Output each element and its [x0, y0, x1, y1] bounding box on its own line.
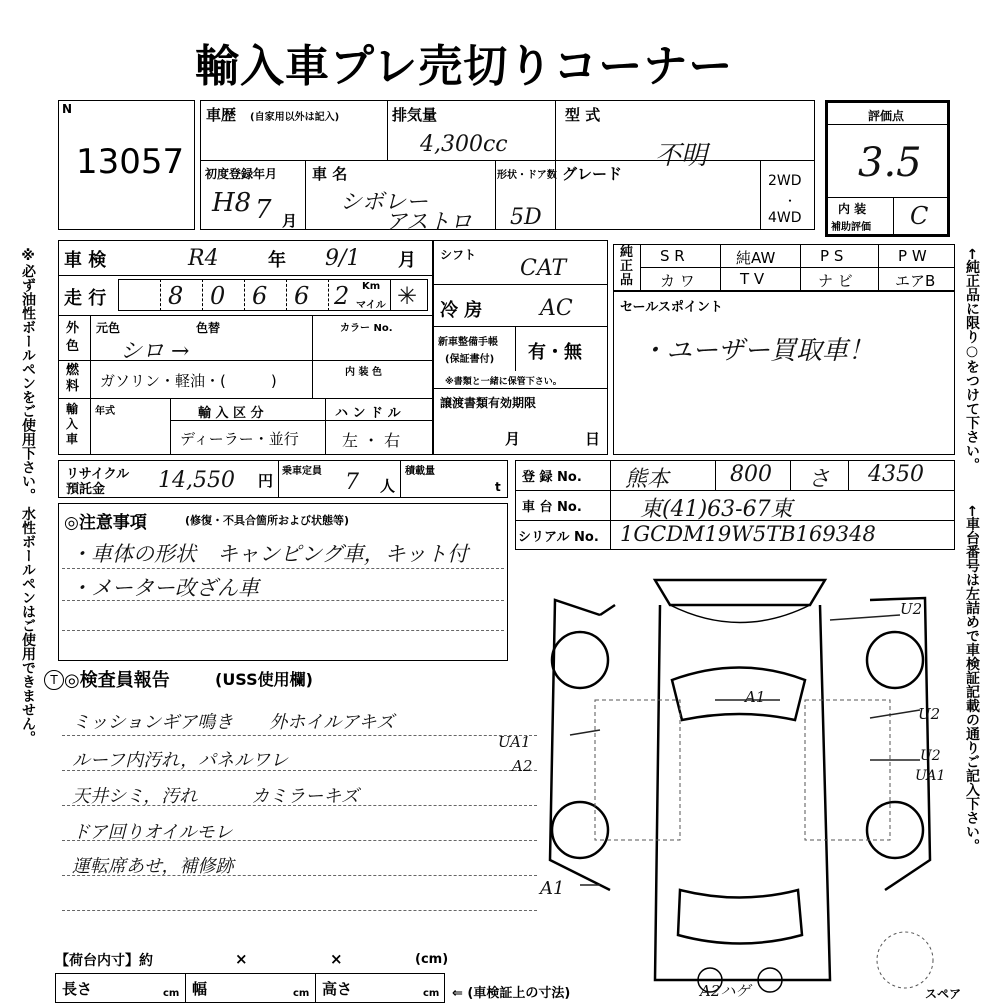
notes-sub: (修復・不具合箇所および状態等)	[185, 514, 350, 527]
serial-value: 1GCDM19W5TB169348	[620, 522, 876, 546]
mark-a2-left: A2	[512, 757, 533, 775]
recycle-value: 14,550	[158, 468, 235, 493]
color-change-label: 色替	[196, 321, 221, 335]
cargo-height-unit: cm	[423, 988, 440, 999]
page-title: 輸入車プレ売切りコーナー	[195, 41, 734, 92]
model-type-label: 型 式	[565, 106, 601, 124]
ac-value: AC	[540, 296, 573, 321]
equip-pw: P W	[898, 247, 927, 265]
ac-label: 冷 房	[440, 300, 483, 321]
cargo-width-label: 幅	[192, 980, 208, 998]
notes-line-1: ・車体の形状 キャンピング車，キット付	[70, 542, 469, 566]
registration-area: 熊本	[625, 467, 670, 492]
color-code-label: カラー No.	[340, 323, 393, 334]
mark-u2-top: U2	[900, 600, 923, 618]
manual-value: 有・無	[528, 342, 582, 363]
rating-label: 評価点	[868, 109, 905, 123]
car-name-label: 車 名	[312, 165, 348, 183]
inspection-year-unit: 年	[268, 250, 286, 271]
recycle-label-2: 預託金	[66, 482, 106, 497]
side-note-right-1: ←純正品に限り○をつけて下さい。	[964, 248, 980, 472]
transfer-label: 譲渡書類有効期限	[440, 396, 537, 410]
manual-label-1: 新車整備手帳	[438, 337, 498, 348]
equip-navi: ナ ビ	[818, 272, 853, 290]
interior-label-2: 補助評価	[831, 222, 871, 233]
cargo-length-label: 長さ	[62, 980, 93, 998]
mileage-unit-mile: マイル	[356, 300, 386, 311]
mark-u2-right: U2	[918, 705, 941, 723]
interior-label-1: 内 装	[838, 202, 867, 216]
vehicle-info-grid	[58, 240, 433, 455]
grade-label: グレード	[562, 165, 623, 183]
equip-airbag: エアB	[895, 272, 936, 290]
mileage-digit-3: 6	[252, 282, 268, 310]
import-type-label: 輸 入 区 分	[198, 406, 264, 421]
mileage-digit-5: 2	[334, 282, 350, 310]
displacement-label: 排気量	[392, 106, 438, 124]
load-unit: t	[495, 480, 501, 494]
history-label: 車歴	[206, 106, 237, 124]
import-type-value: ディーラー・並行	[180, 430, 299, 448]
interior-value: C	[910, 202, 929, 230]
transfer-month-unit: 月	[505, 430, 521, 448]
drive-opt1: 2WD	[768, 173, 802, 189]
sales-point-label: セールスポイント	[620, 300, 723, 315]
lot-number: 13057	[76, 142, 185, 182]
mileage-unit-km: Km	[362, 281, 381, 292]
recycle-unit: 円	[258, 472, 274, 490]
first-reg-month: 7	[255, 195, 272, 225]
displacement-value: 4,300cc	[420, 132, 508, 157]
fuel-value: ガソリン・軽油・( )	[100, 372, 277, 390]
shift-value: CAT	[520, 256, 567, 281]
color-side-label: 外色	[66, 321, 80, 354]
capacity-unit: 人	[380, 477, 396, 495]
first-reg-year: H8	[212, 188, 252, 218]
registration-label: 登 録 No.	[522, 470, 582, 485]
mark-ua1-right: UA1	[915, 768, 946, 784]
equip-tv: T V	[740, 270, 765, 288]
inspector-mark: T	[44, 670, 64, 690]
model-type-value: 不明	[655, 141, 708, 171]
inspector-line-3: 天井シミ，汚れ カミラーキズ	[72, 786, 359, 807]
shape-value: 5D	[510, 205, 542, 230]
notes-title: ◎注意事項	[64, 513, 147, 533]
cargo-note: ⇐ (車検証上の寸法)	[452, 986, 571, 1001]
color-orig-label: 元色	[96, 321, 121, 335]
first-reg-label: 初度登録年月	[205, 167, 278, 181]
registration-kana: さ	[808, 467, 831, 492]
cargo-label: 【荷台内寸】約	[55, 953, 153, 969]
cargo-width-unit: cm	[293, 988, 310, 999]
mileage-digit-1: 8	[168, 282, 184, 310]
sales-point-value: ・ユーザー買取車！	[640, 336, 875, 366]
mark-bottom: A2ハゲ	[700, 982, 751, 1000]
drive-dot: ・	[784, 194, 797, 208]
color-value: シロ →	[120, 339, 190, 364]
equip-sr: S R	[660, 247, 685, 265]
capacity-value: 7	[345, 470, 359, 495]
first-reg-month-unit: 月	[282, 212, 298, 230]
inspection-label: 車 検	[64, 250, 107, 271]
cargo-x1: ×	[235, 950, 248, 968]
handle-value: 左 ・ 右	[342, 431, 401, 450]
mark-a1-bottom: A1	[540, 878, 565, 899]
chassis-value: 東(41)63-67東	[640, 497, 793, 522]
sales-point-box	[613, 291, 955, 455]
manual-note: ※書類と一緒に保管下さい。	[445, 377, 562, 387]
inspection-month-unit: 月	[398, 250, 416, 271]
mileage-mark: ✳	[397, 282, 418, 310]
serial-label: シリアル No.	[518, 530, 599, 545]
history-note: (自家用以外は記入)	[250, 112, 340, 123]
car-name-value-2: アストロ	[385, 210, 473, 235]
fuel-side-label: 燃料	[66, 363, 80, 394]
inspector-line-4: ドア回りオイルモレ	[72, 822, 233, 843]
recycle-label-1: リサイクル	[66, 467, 130, 482]
load-label: 積載量	[405, 466, 435, 477]
spare-tire	[877, 932, 933, 988]
mark-a1-roof: A1	[745, 688, 766, 706]
side-note-left: ※必ず油性ボールペンをご使用下さい。 水性ボールペンはご使用できません。	[20, 248, 36, 745]
cargo-height-label: 高さ	[322, 980, 353, 998]
equipment-side-label: 純正品	[620, 245, 634, 288]
cargo-length-unit: cm	[163, 988, 180, 999]
side-note-right-2: ←車台番号は左詰めで車検証記載の通りご記入下さい。	[964, 505, 980, 853]
mileage-digit-2: 0	[210, 282, 226, 310]
cargo-x2: ×	[330, 950, 343, 968]
inspector-sub: (USS使用欄)	[215, 670, 313, 689]
equip-ps: P S	[820, 247, 844, 265]
inspector-line-5: 運転席あせ，補修跡	[72, 856, 234, 877]
registration-number: 4350	[868, 462, 924, 487]
rating-value: 3.5	[858, 140, 922, 186]
lot-label: N	[62, 102, 73, 116]
registration-class: 800	[730, 462, 772, 487]
cargo-unit: (cm)	[415, 952, 449, 967]
inspector-title: ◎検査員報告	[64, 670, 170, 691]
mark-ua1-left: UA1	[498, 733, 531, 751]
car-diagram	[540, 560, 955, 1000]
manual-label-2: (保証書付)	[445, 354, 495, 365]
mileage-digit-4: 6	[294, 282, 310, 310]
inspection-value: R4	[188, 246, 219, 271]
drive-opt2: 4WD	[768, 210, 802, 226]
shape-label: 形状・ドア数	[497, 170, 557, 181]
transfer-day-unit: 日	[585, 430, 601, 448]
spare-label: スペア	[925, 987, 962, 1001]
chassis-label: 車 台 No.	[522, 500, 582, 515]
import-side-label: 輸入車	[66, 402, 79, 446]
import-year-label: 年式	[95, 406, 115, 417]
mark-u2-right2: U2	[920, 748, 941, 764]
interior-color-label: 内 装 色	[345, 367, 382, 378]
cargo-grid	[55, 973, 445, 1003]
inspector-line-1: ミッションギア鳴き 外ホイルアキズ	[72, 712, 395, 733]
equip-kawa: カ ワ	[660, 272, 695, 290]
inspection-month-value: 9/1	[325, 246, 361, 271]
inspector-line-2: ルーフ内汚れ，パネルワレ	[72, 750, 289, 771]
notes-line-2: ・メーター改ざん車	[70, 576, 259, 600]
equip-aw: 純AW	[736, 249, 776, 267]
shift-label: シフト	[440, 248, 477, 262]
mileage-label: 走 行	[64, 288, 107, 309]
car-name-value-1: シボレー	[340, 190, 429, 215]
handle-label: ハ ン ド ル	[335, 406, 401, 421]
capacity-label: 乗車定員	[282, 466, 322, 477]
